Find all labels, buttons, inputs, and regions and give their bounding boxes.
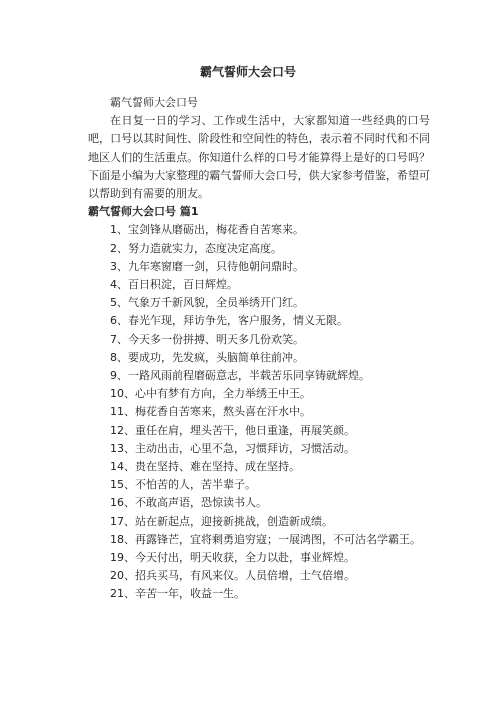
list-item: 16、不敢高声语，恐惊读书人。	[110, 496, 267, 510]
list-item: 11、梅花香自苦寒来，熬头喜在汗水中。	[110, 405, 311, 419]
list-item: 21、辛苦一年，收益一生。	[110, 587, 245, 601]
slogan-list	[88, 221, 430, 603]
list-item: 8、要成功，先发疯，头脑简单往前冲。	[110, 350, 304, 364]
list-item: 1、宝剑锋从磨砺出，梅花香自苦寒来。	[110, 223, 304, 237]
list-item: 20、招兵买马，有风来仪。人员倍增，士气倍增。	[110, 569, 355, 583]
list-item: 5、气象万千新风貌，全员举绣开门红。	[110, 296, 304, 310]
list-item: 2、努力造就实力，态度决定高度。	[110, 241, 282, 255]
list-item: 13、主动出击，心里不急，习惯拜访，习惯活动。	[110, 441, 355, 455]
document-subtitle: 霸气誓师大会口号	[110, 96, 198, 109]
list-item: 3、九年寒窗磨一剑，只待他朝问鼎时。	[110, 259, 304, 273]
list-item: 9、一路风雨前程磨砺意志，半载苦乐同享铸就辉煌。	[110, 369, 370, 383]
intro-paragraph: 在日复一日的学习、工作或生活中，大家都知道一些经典的口号吧，口号以其时间性、阶段性和空间性的特色，表示着不同时代和不同地区人们的生活重点。你知道什么样的口号才能算得上是好的口号吗？下面是小编为大家整理的霸气誓师大会口号，供大家参考借鉴，希望可以帮助到有需要的朋友。	[88, 114, 430, 201]
list-item: 18、再露锋芒，宜将剩勇追穷寇；一展鸿图，不可沽名学霸王。	[110, 532, 421, 546]
list-item: 4、百日积淀，百日辉煌。	[110, 278, 238, 292]
document-title: 霸气誓师大会口号	[199, 65, 296, 79]
document-body	[88, 94, 430, 604]
list-item: 6、春光乍现，拜访争先，客户服务，情义无限。	[110, 314, 348, 328]
list-item: 12、重任在肩，埋头苦干，他日重逢，再展笑颜。	[110, 423, 355, 437]
list-item: 19、今天付出，明天收获，全力以赴，事业辉煌。	[110, 551, 355, 565]
list-item: 17、站在新起点，迎接新挑战，创造新成绩。	[110, 514, 333, 528]
list-item: 15、不怕苦的人，苦半辈子。	[110, 478, 256, 492]
section-heading: 霸气誓师大会口号 篇1	[88, 205, 199, 219]
list-item: 10、心中有梦有方向，全力举绣王中王。	[110, 387, 311, 401]
list-item: 7、今天多一份拼搏、明天多几份欢笑。	[110, 332, 304, 346]
list-item: 14、贵在坚持、难在坚持、成在坚持。	[110, 460, 300, 474]
